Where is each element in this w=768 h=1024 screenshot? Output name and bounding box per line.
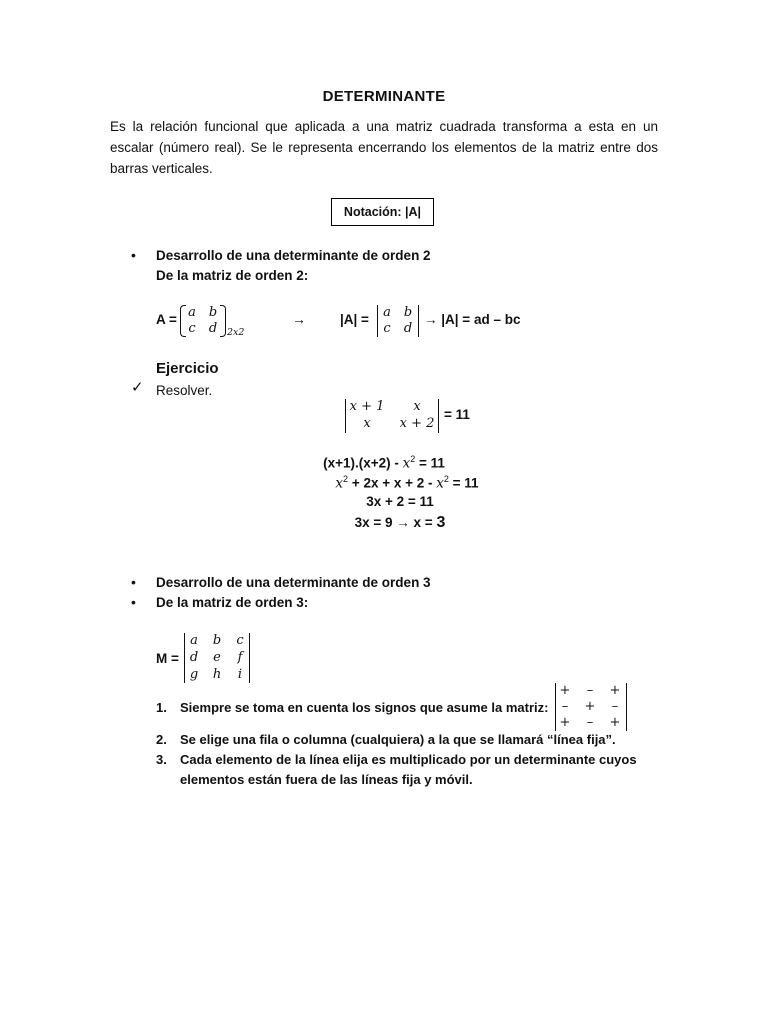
- det-a-cell: b: [403, 305, 413, 320]
- step-1: [0, 454, 768, 472]
- sign-cell: +: [559, 683, 571, 698]
- right-bracket: [220, 305, 226, 337]
- step-2-exp1: 2: [343, 474, 349, 484]
- intro-paragraph: [110, 116, 658, 179]
- det-a-cell: c: [383, 321, 391, 336]
- step-2-var1: x: [335, 475, 344, 492]
- exercise-det-cell: x + 2: [399, 416, 435, 431]
- step-1-var: x: [402, 455, 411, 472]
- exercise-determinant: [345, 399, 439, 433]
- section-2-heading: Desarrollo de una determinante de orden 3: [156, 575, 431, 590]
- matrix-a-cell: c: [188, 321, 196, 336]
- matrix-a-cell: d: [208, 321, 218, 336]
- matrix-m-cell: i: [237, 667, 243, 682]
- step-4-left: 3x = 9 → x =: [354, 515, 437, 530]
- det-a-label: |A| =: [340, 312, 369, 327]
- section-1-subheading: De la matriz de orden 2:: [156, 268, 309, 283]
- item-3-text-continued: elementos están fuera de las líneas fija y móvil.: [180, 772, 473, 787]
- exercise-det-cell: x: [363, 416, 371, 431]
- exercise-det-cell: x: [413, 399, 421, 414]
- matrix-m-cell: e: [213, 650, 221, 665]
- notation-text: Notación: |A|: [343, 205, 422, 219]
- matrix-a-subscript: 2x2: [227, 327, 245, 338]
- matrix-m-cell: f: [237, 650, 243, 665]
- det-a-cell: a: [383, 305, 391, 320]
- arrow-icon: →: [292, 311, 306, 327]
- matrix-a-cell: a: [188, 305, 196, 320]
- det-a-result: → |A| = ad – bc: [424, 312, 521, 327]
- intro-line-2: escalar (número real). Se le representa encerrando los elementos de la matriz entre dos: [110, 140, 658, 155]
- matrix-m-cell: g: [189, 667, 199, 682]
- left-bar: [345, 399, 346, 433]
- right-bar: [626, 683, 627, 731]
- notation-box: [331, 198, 434, 226]
- matrix-m-cell: h: [212, 667, 222, 682]
- step-2-var2: x: [436, 475, 444, 492]
- section-1-heading: Desarrollo de una determinante de orden 2: [156, 248, 431, 263]
- item-3-text: Cada elemento de la línea elija es multiplicado por un determinante cuyos: [180, 752, 637, 767]
- right-bar: [249, 633, 250, 683]
- exercise-det-equals: = 11: [444, 407, 470, 422]
- sign-matrix: [555, 683, 627, 731]
- matrix-m-label: M =: [156, 651, 179, 666]
- matrix-m-cell: c: [236, 633, 244, 648]
- step-1-exp: 2: [410, 454, 416, 464]
- matrix-m: [184, 633, 250, 683]
- step-2-exp2: 2: [443, 474, 449, 484]
- sign-cell: +: [609, 683, 621, 698]
- sign-cell: –: [586, 683, 594, 698]
- step-4: [0, 514, 768, 532]
- intro-line-3: barras verticales.: [110, 161, 213, 176]
- sign-cell: +: [584, 699, 596, 714]
- exercise-det-cell: x + 1: [349, 399, 385, 414]
- sign-cell: –: [611, 699, 619, 714]
- item-2-number: 2.: [156, 732, 167, 747]
- matrix-a-cell: b: [208, 305, 218, 320]
- right-bar: [438, 399, 439, 433]
- step-4-answer: 3: [436, 514, 446, 531]
- left-bar: [184, 633, 185, 683]
- exercise-title: Ejercicio: [156, 360, 219, 377]
- matrix-a: [180, 305, 226, 337]
- page-title: DETERMINANTE: [322, 88, 446, 105]
- step-1-left: (x+1).(x+2) -: [323, 455, 403, 471]
- item-3-number: 3.: [156, 752, 167, 767]
- step-1-right: = 11: [415, 455, 445, 471]
- matrix-a-label: A =: [156, 312, 177, 327]
- matrix-m-cell: a: [190, 633, 198, 648]
- exercise-instruction: Resolver.: [156, 383, 213, 398]
- sign-cell: –: [561, 699, 569, 714]
- item-2-text: Se elige una fila o columna (cualquiera) a la que se llamará “línea fija”.: [180, 732, 616, 747]
- det-a-cell: d: [403, 321, 413, 336]
- checkmark-icon: ✓: [131, 379, 144, 396]
- item-1-text: Siempre se toma en cuenta los signos que asume la matriz:: [180, 700, 549, 715]
- intro-line-1: Es la relación funcional que aplicada a una matriz cuadrada transforma a esta en un: [110, 119, 658, 134]
- bullet-section-2b: •: [131, 594, 136, 610]
- step-2: [0, 474, 768, 492]
- left-bar: [555, 683, 556, 731]
- left-bar: [377, 305, 378, 337]
- det-a-matrix: [377, 305, 419, 337]
- bullet-section-1: •: [131, 247, 136, 263]
- sign-cell: +: [559, 715, 571, 730]
- sign-cell: –: [586, 715, 594, 730]
- bullet-section-2: •: [131, 574, 136, 590]
- right-bar: [418, 305, 419, 337]
- step-2-right: = 11: [448, 475, 479, 491]
- section-2-subheading: De la matriz de orden 3:: [156, 595, 309, 610]
- step-3: 3x + 2 = 11: [366, 494, 434, 509]
- step-2-mid: + 2x + x + 2 -: [348, 475, 437, 491]
- matrix-m-cell: b: [212, 633, 222, 648]
- sign-cell: +: [609, 715, 621, 730]
- matrix-m-cell: d: [189, 650, 199, 665]
- item-1-number: 1.: [156, 700, 167, 715]
